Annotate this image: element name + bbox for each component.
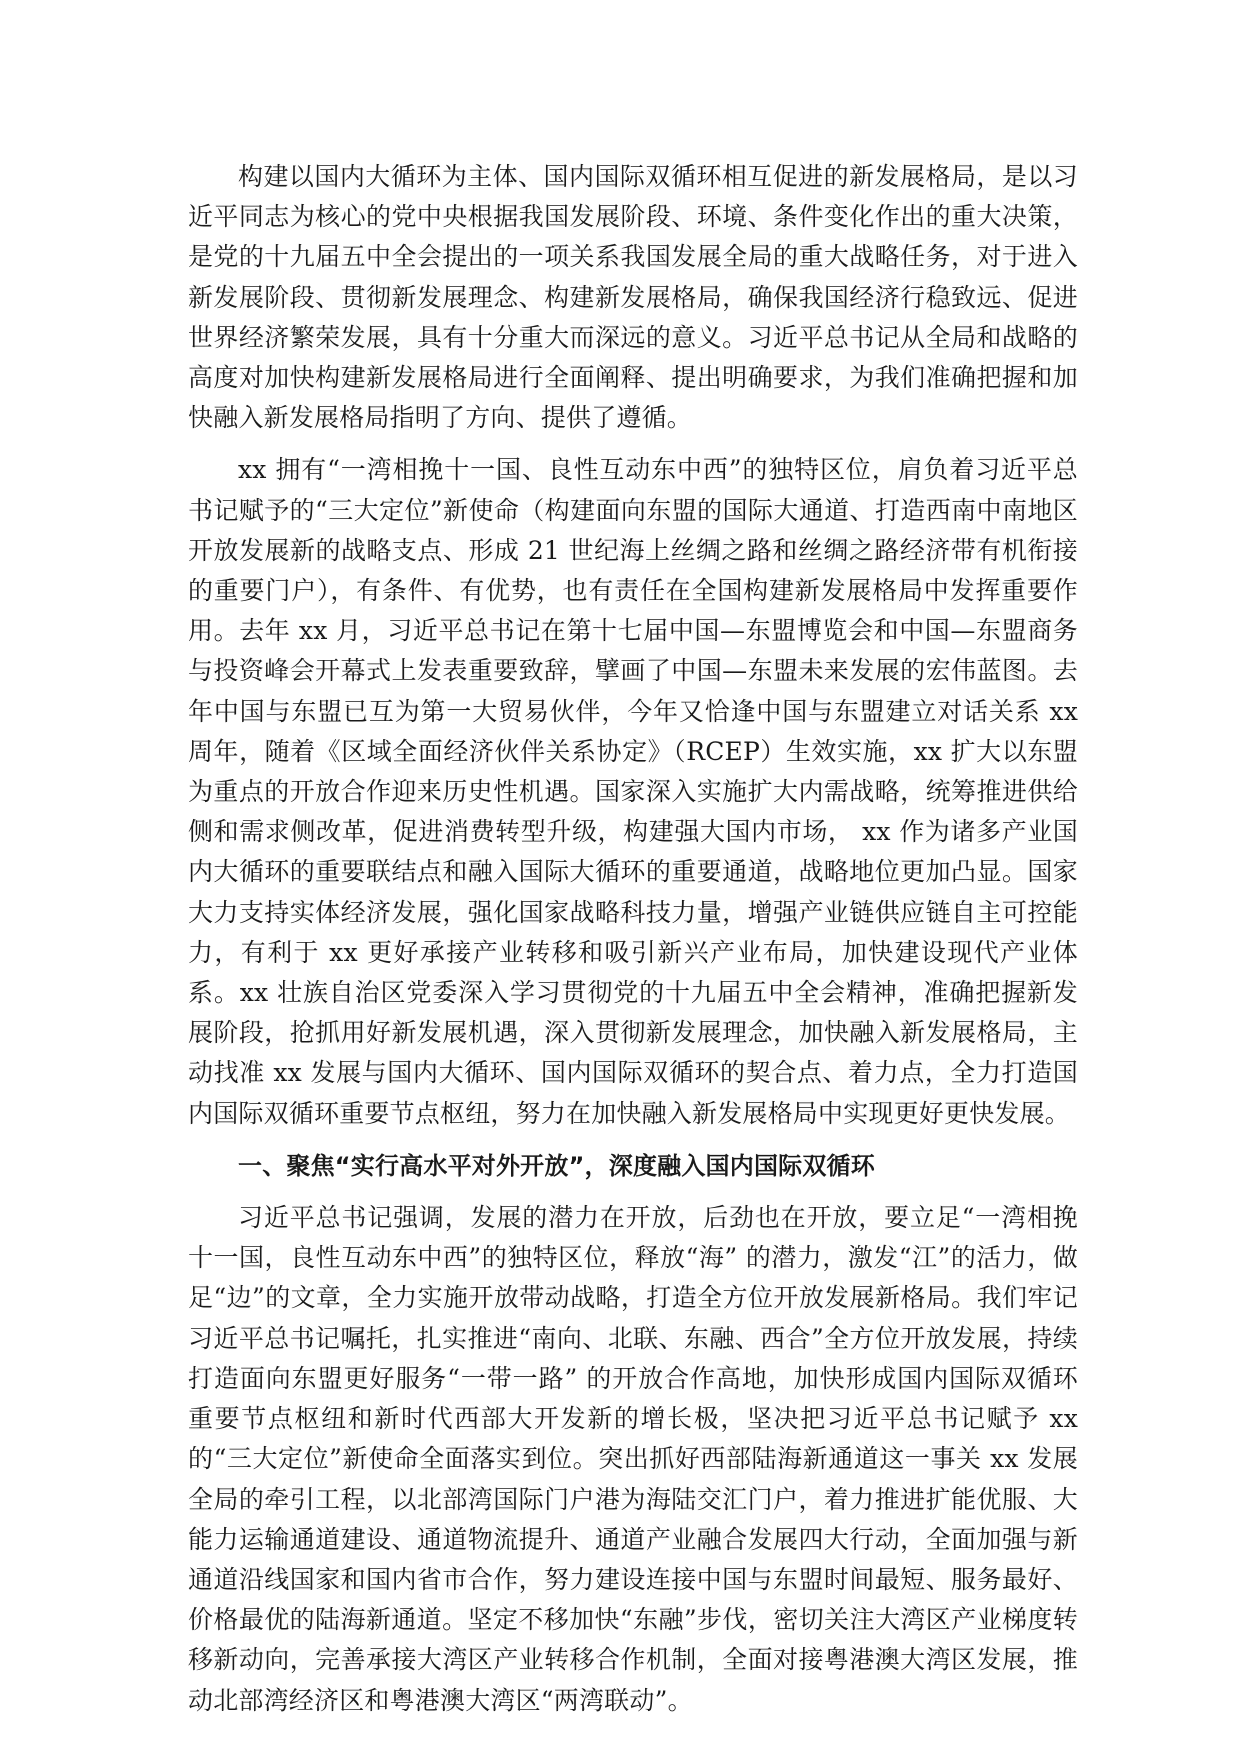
section-paragraph: 习近平总书记强调，发展的潜力在开放，后劲也在开放，要立足“一湾相挽十一国，良性互动东中西”的独特区位，释放“海” 的潜力，激发“江”的活力，做足“边”的文章，全力实施开放带动战略，打造全方位开放发展新格局。我们牢记习近平总书记嘱托，扎实推进“南向、北联、东融、西合”全方位开放发展，持续打造面向东盟更好服务“一带一路” 的开放合作高地，加快形成国内国际双循环重要节点枢纽和新时代西部大开发新的增长极，坚决把习近平总书记赋予 xx 的“三大定位”新使命全面落实到位。突出抓好西部陆海新通道这一事关 xx 发展全局的牵引工程，以北部湾国际门户港为海陆交汇门户，着力推进扩能优服、大能力运输通道建设、通道物流提升、通道产业融合发展四大行动，全面加强与新通道沿线国家和国内省市合作，努力建设连接中国与东盟时间最短、服务最好、价格最优的陆海新通道。坚定不移加快“东融”步伐，密切关注大湾区产业梯度转移新动向，完善承接大湾区产业转移合作机制，全面对接粤港澳大湾区发展，推动北部湾经济区和粤港澳大湾区“两湾联动”。 — [188, 1203, 1078, 1715]
context-paragraph: xx 拥有“一湾相挽十一国、良性互动东中西”的独特区位，肩负着习近平总书记赋予的“三大定位”新使命（构建面向东盟的国际大通道、打造西南中南地区开放发展新的战略支点、形成 21 世纪海上丝绸之路和丝绸之路经济带有机衔接的重要门户），有条件、有优势，也有责任在全国构建新发展格局中发挥重要作用。去年 xx 月，习近平总书记在第十七届中国—东盟博览会和中国—东盟商务与投资峰会开幕式上发表重要致辞，擘画了中国—东盟未来发展的宏伟蓝图。去年中国与东盟已互为第一大贸易伙伴，今年又恰逢中国与东盟建立对话关系 xx 周年，随着《区域全面经济伙伴关系协定》（RCEP）生效实施，xx 扩大以东盟为重点的开放合作迎来历史性机遇。国家深入实施扩大内需战略，统筹推进供给侧和需求侧改革，促进消费转型升级，构建强大国内市场， xx 作为诸多产业国内大循环的重要联结点和融入国际大循环的重要通道，战略地位更加凸显。国家大力支持实体经济发展，强化国家战略科技力量，增强产业链供应链自主可控能力，有利于 xx 更好承接产业转移和吸引新兴产业布局，加快建设现代产业体系。xx 壮族自治区党委深入学习贯彻党的十九届五中全会精神，准确把握新发展阶段，抢抓用好新发展机遇，深入贯彻新发展理念，加快融入新发展格局，主动找准 xx 发展与国内大循环、国内国际双循环的契合点、着力点，全力打造国内国际双循环重要节点枢纽，努力在加快融入新发展格局中实现更好更快发展。 — [188, 455, 1078, 1128]
document-body — [188, 157, 1078, 1733]
section-heading: 一、聚焦“实行高水平对外开放”，深度融入国内国际双循环 — [238, 1151, 875, 1180]
intro-paragraph: 构建以国内大循环为主体、国内国际双循环相互促进的新发展格局，是以习近平同志为核心的党中央根据我国发展阶段、环境、条件变化作出的重大决策，是党的十九届五中全会提出的一项关系我国发展全局的重大战略任务，对于进入新发展阶段、贯彻新发展理念、构建新发展格局，确保我国经济行稳致远、促进世界经济繁荣发展，具有十分重大而深远的意义。习近平总书记从全局和战略的高度对加快构建新发展格局进行全面阐释、提出明确要求，为我们准确把握和加快融入新发展格局指明了方向、提供了遵循。 — [188, 162, 1078, 433]
